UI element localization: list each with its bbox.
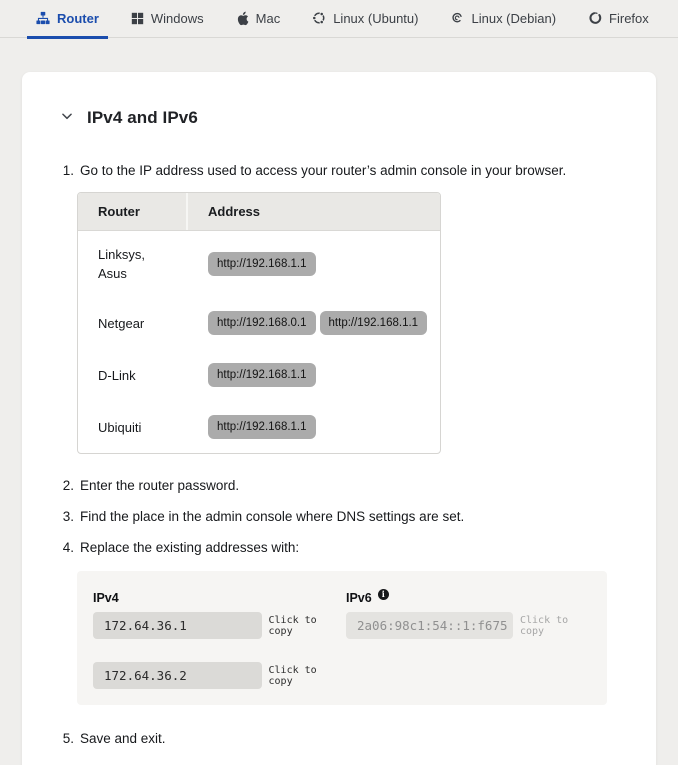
tab-label: Linux (Debian) bbox=[471, 10, 557, 26]
ipv6-label: IPv6 i bbox=[346, 591, 591, 605]
router-name: Ubiquiti bbox=[98, 419, 142, 435]
step-number: 4. bbox=[62, 540, 74, 555]
section-title: IPv4 and IPv6 bbox=[87, 108, 198, 127]
debian-icon bbox=[450, 11, 464, 25]
table-row bbox=[78, 349, 440, 401]
firefox-icon bbox=[588, 11, 602, 25]
address-badge: http://192.168.1.1 bbox=[208, 415, 316, 439]
ipv6-column bbox=[346, 591, 591, 689]
tab-label: Windows bbox=[150, 10, 204, 26]
step-5 bbox=[60, 729, 618, 748]
step-number: 2. bbox=[62, 478, 74, 493]
header-address: Address bbox=[188, 193, 440, 230]
step-3 bbox=[60, 507, 618, 526]
step-4 bbox=[60, 538, 618, 557]
table-row bbox=[78, 401, 440, 453]
router-address-table bbox=[77, 192, 441, 454]
tab-linux-ubuntu[interactable] bbox=[303, 0, 427, 39]
header-router: Router bbox=[78, 193, 188, 230]
section-toggle[interactable] bbox=[60, 108, 618, 128]
ipv4-address-1[interactable]: 172.64.36.1 bbox=[93, 612, 262, 639]
tab-label: Firefox bbox=[609, 10, 649, 26]
click-to-copy-label: Click to copy bbox=[268, 664, 317, 687]
step-text: Enter the router password. bbox=[80, 478, 240, 493]
step-text: Go to the IP address used to access your router’s admin console in your browser. bbox=[80, 163, 567, 178]
ipv6-address-1[interactable]: 2a06:98c1:54::1:f675 bbox=[346, 612, 513, 639]
tab-windows[interactable] bbox=[122, 0, 213, 39]
ipv4-column bbox=[93, 591, 346, 689]
step-number: 3. bbox=[62, 509, 74, 524]
tab-linux-debian[interactable] bbox=[441, 0, 565, 39]
ipv4-copy-row bbox=[93, 612, 346, 639]
address-badge: http://192.168.0.1 bbox=[208, 311, 316, 335]
table-row bbox=[78, 297, 440, 349]
address-badge: http://192.168.1.1 bbox=[208, 363, 316, 387]
ubuntu-icon bbox=[312, 11, 326, 25]
address-badge: http://192.168.1.1 bbox=[320, 311, 428, 335]
tab-firefox[interactable] bbox=[579, 0, 658, 39]
tab-mac[interactable] bbox=[227, 0, 290, 39]
ipv4-address-2[interactable]: 172.64.36.2 bbox=[93, 662, 262, 689]
content-card bbox=[22, 72, 656, 765]
ipv4-label: IPv4 bbox=[93, 591, 119, 605]
apple-icon bbox=[236, 11, 249, 26]
click-to-copy-label: Click to copy bbox=[268, 614, 317, 637]
router-name: Linksys, Asus bbox=[98, 247, 145, 281]
chevron-down-icon bbox=[60, 109, 74, 128]
step-1 bbox=[60, 161, 618, 180]
tab-label: Linux (Ubuntu) bbox=[333, 10, 419, 26]
address-badge: http://192.168.1.1 bbox=[208, 252, 316, 276]
router-name: D-Link bbox=[98, 367, 136, 383]
platform-tabbar bbox=[0, 0, 678, 38]
step-text: Save and exit. bbox=[80, 731, 166, 746]
step-2 bbox=[60, 476, 618, 495]
instructions-list bbox=[60, 161, 618, 748]
windows-icon bbox=[131, 12, 144, 25]
click-to-copy-label: Click to copy bbox=[520, 614, 569, 637]
dns-addresses-panel bbox=[77, 571, 607, 705]
tab-label: Router bbox=[57, 10, 99, 26]
step-number: 5. bbox=[62, 731, 74, 746]
tab-label: Mac bbox=[255, 10, 281, 26]
table-row bbox=[78, 231, 440, 297]
sitemap-icon bbox=[36, 11, 50, 25]
router-name: Netgear bbox=[98, 315, 145, 331]
step-number: 1. bbox=[62, 163, 74, 178]
ipv6-copy-row bbox=[346, 612, 591, 639]
table-header-row bbox=[78, 193, 440, 231]
tab-router[interactable] bbox=[27, 0, 108, 39]
ipv4-copy-row bbox=[93, 662, 346, 689]
step-text: Find the place in the admin console where DNS settings are set. bbox=[80, 509, 465, 524]
info-icon[interactable]: i bbox=[378, 589, 389, 600]
step-text: Replace the existing addresses with: bbox=[80, 540, 300, 555]
